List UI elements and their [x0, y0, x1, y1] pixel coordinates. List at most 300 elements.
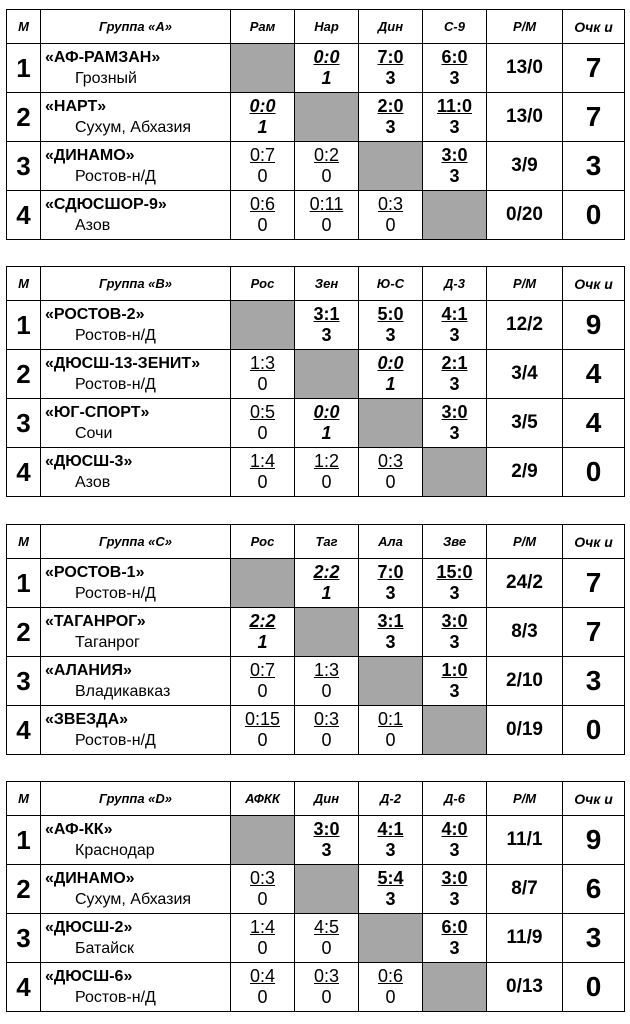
team-position: 2: [7, 350, 41, 399]
match-result-cell: [231, 93, 295, 142]
goals-ratio: 3/9: [487, 142, 563, 191]
opponent-column-header: Таг: [295, 525, 359, 559]
group-header-row: [7, 10, 625, 44]
match-result-cell: [359, 93, 423, 142]
match-points: 0: [321, 166, 332, 186]
team-cell: [41, 816, 231, 865]
match-points: 0: [385, 472, 396, 492]
match-result-cell: [359, 301, 423, 350]
points-header: Очк и: [563, 10, 625, 44]
match-score: 0:7: [249, 145, 276, 165]
team-city: Владикавказ: [75, 683, 171, 700]
match-result-cell: [295, 657, 359, 706]
team-cell: [41, 963, 231, 1012]
table-row: [7, 657, 625, 706]
match-points: 3: [449, 117, 460, 137]
match-score: 2:2: [249, 611, 276, 631]
match-points: 1: [321, 68, 332, 88]
team-points: 3: [563, 914, 625, 963]
match-points: 3: [385, 583, 396, 603]
match-score: 5:0: [377, 304, 404, 324]
match-points: 3: [385, 68, 396, 88]
self-match-cell: [359, 914, 423, 963]
team-name: «ЮГ-СПОРТ»: [45, 404, 150, 421]
team-points: 0: [563, 706, 625, 755]
match-result-cell: [423, 93, 487, 142]
team-city: Краснодар: [75, 842, 155, 859]
team-position: 1: [7, 44, 41, 93]
match-score: 1:4: [249, 451, 276, 471]
match-result-cell: [231, 963, 295, 1012]
match-result-cell: [359, 191, 423, 240]
team-cell: [41, 914, 231, 963]
match-points: 3: [449, 632, 460, 652]
match-points: 0: [257, 730, 268, 750]
team-cell: [41, 301, 231, 350]
match-points: 3: [321, 840, 332, 860]
match-result-cell: [231, 142, 295, 191]
match-score: 0:5: [249, 402, 276, 422]
opponent-column-header: Д-6: [423, 782, 487, 816]
table-row: [7, 816, 625, 865]
match-points: 0: [257, 374, 268, 394]
self-match-cell: [423, 706, 487, 755]
team-name: «ЗВЕЗДА»: [45, 711, 129, 728]
match-result-cell: [295, 301, 359, 350]
match-result-cell: [295, 448, 359, 497]
match-score: 3:1: [377, 611, 404, 631]
match-result-cell: [295, 399, 359, 448]
match-points: 0: [257, 423, 268, 443]
goals-header: Р/М: [487, 267, 563, 301]
match-points: 3: [449, 840, 460, 860]
opponent-column-header: Ала: [359, 525, 423, 559]
table-row: [7, 350, 625, 399]
team-position: 4: [7, 191, 41, 240]
match-result-cell: [295, 191, 359, 240]
self-match-cell: [359, 399, 423, 448]
position-header: М: [7, 10, 41, 44]
table-row: [7, 142, 625, 191]
match-result-cell: [359, 448, 423, 497]
group-title: Группа «А»: [41, 10, 231, 44]
table-row: [7, 865, 625, 914]
match-result-cell: [423, 301, 487, 350]
team-city: Таганрог: [75, 634, 140, 651]
match-result-cell: [295, 559, 359, 608]
team-points: 0: [563, 191, 625, 240]
team-name: «РОСТОВ-2»: [45, 306, 145, 323]
opponent-column-header: Зен: [295, 267, 359, 301]
team-cell: [41, 608, 231, 657]
match-score: 0:4: [249, 966, 276, 986]
match-points: 1: [257, 632, 268, 652]
team-cell: [41, 559, 231, 608]
group-header-row: [7, 782, 625, 816]
match-result-cell: [231, 657, 295, 706]
team-name: «ДЮСШ-6»: [45, 968, 133, 985]
group-table: [6, 266, 625, 497]
team-position: 3: [7, 399, 41, 448]
team-points: 7: [563, 44, 625, 93]
team-points: 4: [563, 350, 625, 399]
team-city: Сухум, Абхазия: [75, 119, 192, 136]
match-score: 1:4: [249, 917, 276, 937]
table-row: [7, 559, 625, 608]
team-points: 0: [563, 963, 625, 1012]
opponent-column-header: Нар: [295, 10, 359, 44]
points-header: Очк и: [563, 525, 625, 559]
match-score: 1:0: [441, 660, 468, 680]
table-row: [7, 301, 625, 350]
match-score: 0:11: [309, 194, 344, 214]
opponent-column-header: Дин: [359, 10, 423, 44]
match-score: 3:0: [441, 611, 468, 631]
match-result-cell: [359, 963, 423, 1012]
team-cell: [41, 350, 231, 399]
goals-ratio: 11/1: [487, 816, 563, 865]
match-result-cell: [295, 706, 359, 755]
team-points: 6: [563, 865, 625, 914]
match-result-cell: [231, 399, 295, 448]
goals-ratio: 13/0: [487, 93, 563, 142]
goals-ratio: 3/5: [487, 399, 563, 448]
match-score: 0:7: [249, 660, 276, 680]
opponent-column-header: Д-2: [359, 782, 423, 816]
table-row: [7, 399, 625, 448]
match-score: 3:0: [313, 819, 340, 839]
team-cell: [41, 191, 231, 240]
match-result-cell: [231, 350, 295, 399]
opponent-column-header: Рос: [231, 267, 295, 301]
match-points: 0: [321, 681, 332, 701]
goals-ratio: 11/9: [487, 914, 563, 963]
match-score: 0:3: [377, 194, 404, 214]
match-points: 3: [385, 117, 396, 137]
match-points: 0: [385, 730, 396, 750]
match-score: 5:4: [377, 868, 404, 888]
group-table: [6, 524, 625, 755]
match-score: 0:6: [249, 194, 276, 214]
opponent-column-header: Зве: [423, 525, 487, 559]
match-points: 1: [385, 374, 396, 394]
match-result-cell: [295, 44, 359, 93]
match-score: 0:3: [377, 451, 404, 471]
match-points: 3: [385, 632, 396, 652]
team-position: 3: [7, 914, 41, 963]
group-title: Группа «D»: [41, 782, 231, 816]
team-position: 2: [7, 865, 41, 914]
match-result-cell: [423, 816, 487, 865]
match-score: 2:0: [377, 96, 404, 116]
match-points: 3: [449, 166, 460, 186]
team-city: Ростов-н/Д: [75, 989, 156, 1006]
table-row: [7, 448, 625, 497]
team-city: Сочи: [75, 425, 113, 442]
match-score: 0:2: [313, 145, 340, 165]
match-points: 0: [321, 938, 332, 958]
team-name: «ДЮСШ-2»: [45, 919, 133, 936]
match-points: 0: [257, 987, 268, 1007]
team-cell: [41, 865, 231, 914]
group-table: [6, 9, 625, 240]
match-points: 3: [449, 938, 460, 958]
match-points: 3: [385, 840, 396, 860]
self-match-cell: [231, 816, 295, 865]
match-result-cell: [359, 350, 423, 399]
match-points: 0: [385, 987, 396, 1007]
team-city: Ростов-н/Д: [75, 585, 156, 602]
match-score: 0:6: [377, 966, 404, 986]
team-city: Ростов-н/Д: [75, 732, 156, 749]
match-points: 3: [449, 68, 460, 88]
team-position: 3: [7, 142, 41, 191]
match-result-cell: [231, 865, 295, 914]
position-header: М: [7, 525, 41, 559]
match-result-cell: [359, 608, 423, 657]
team-position: 3: [7, 657, 41, 706]
match-result-cell: [231, 191, 295, 240]
match-result-cell: [231, 608, 295, 657]
match-result-cell: [359, 816, 423, 865]
match-result-cell: [359, 44, 423, 93]
team-city: Сухум, Абхазия: [75, 891, 192, 908]
self-match-cell: [423, 963, 487, 1012]
match-points: 3: [449, 374, 460, 394]
match-score: 0:0: [377, 353, 404, 373]
match-score: 2:1: [441, 353, 468, 373]
match-points: 3: [449, 681, 460, 701]
team-cell: [41, 93, 231, 142]
group-table: [6, 781, 625, 1012]
match-points: 1: [257, 117, 268, 137]
match-score: 4:1: [441, 304, 468, 324]
match-points: 0: [321, 472, 332, 492]
table-row: [7, 963, 625, 1012]
match-result-cell: [359, 706, 423, 755]
match-result-cell: [423, 399, 487, 448]
team-name: «АФ-РАМЗАН»: [45, 49, 161, 66]
match-points: 0: [257, 938, 268, 958]
match-score: 1:3: [249, 353, 276, 373]
team-position: 1: [7, 559, 41, 608]
self-match-cell: [295, 608, 359, 657]
match-result-cell: [359, 865, 423, 914]
opponent-column-header: Д-3: [423, 267, 487, 301]
match-result-cell: [423, 350, 487, 399]
opponent-column-header: Ю-С: [359, 267, 423, 301]
self-match-cell: [295, 93, 359, 142]
opponent-column-header: АФКК: [231, 782, 295, 816]
match-points: 1: [321, 423, 332, 443]
match-score: 1:2: [313, 451, 340, 471]
team-position: 2: [7, 93, 41, 142]
match-result-cell: [295, 963, 359, 1012]
points-header: Очк и: [563, 782, 625, 816]
goals-ratio: 3/4: [487, 350, 563, 399]
match-result-cell: [231, 448, 295, 497]
match-score: 11:0: [436, 96, 473, 116]
match-points: 3: [385, 889, 396, 909]
match-result-cell: [423, 657, 487, 706]
match-score: 3:0: [441, 868, 468, 888]
match-score: 0:0: [249, 96, 276, 116]
opponent-column-header: Рос: [231, 525, 295, 559]
match-result-cell: [295, 914, 359, 963]
position-header: М: [7, 782, 41, 816]
opponent-column-header: Дин: [295, 782, 359, 816]
team-city: Азов: [75, 217, 111, 234]
goals-ratio: 0/19: [487, 706, 563, 755]
team-points: 9: [563, 301, 625, 350]
group-header-row: [7, 525, 625, 559]
team-position: 1: [7, 301, 41, 350]
self-match-cell: [295, 865, 359, 914]
match-points: 0: [321, 987, 332, 1007]
self-match-cell: [423, 448, 487, 497]
team-city: Батайск: [75, 940, 135, 957]
team-name: «АЛАНИЯ»: [45, 662, 132, 679]
goals-header: Р/М: [487, 10, 563, 44]
match-score: 15:0: [436, 562, 473, 582]
self-match-cell: [231, 301, 295, 350]
match-points: 0: [321, 215, 332, 235]
match-result-cell: [423, 44, 487, 93]
table-row: [7, 191, 625, 240]
match-points: 0: [257, 681, 268, 701]
team-cell: [41, 399, 231, 448]
team-cell: [41, 706, 231, 755]
goals-ratio: 24/2: [487, 559, 563, 608]
team-cell: [41, 657, 231, 706]
self-match-cell: [423, 191, 487, 240]
match-score: 4:0: [441, 819, 468, 839]
match-result-cell: [295, 816, 359, 865]
group-title: Группа «В»: [41, 267, 231, 301]
goals-header: Р/М: [487, 782, 563, 816]
match-result-cell: [231, 914, 295, 963]
team-points: 9: [563, 816, 625, 865]
match-score: 7:0: [377, 562, 404, 582]
goals-ratio: 8/3: [487, 608, 563, 657]
match-points: 3: [385, 325, 396, 345]
match-score: 0:1: [377, 709, 404, 729]
match-result-cell: [359, 559, 423, 608]
team-points: 0: [563, 448, 625, 497]
table-row: [7, 93, 625, 142]
team-name: «СДЮСШОР-9»: [45, 196, 167, 213]
team-name: «РОСТОВ-1»: [45, 564, 145, 581]
self-match-cell: [231, 559, 295, 608]
self-match-cell: [359, 142, 423, 191]
match-result-cell: [231, 706, 295, 755]
team-points: 7: [563, 93, 625, 142]
goals-ratio: 8/7: [487, 865, 563, 914]
team-points: 3: [563, 142, 625, 191]
team-points: 7: [563, 608, 625, 657]
goals-ratio: 0/13: [487, 963, 563, 1012]
goals-header: Р/М: [487, 525, 563, 559]
match-score: 0:15: [244, 709, 281, 729]
position-header: М: [7, 267, 41, 301]
match-points: 0: [257, 472, 268, 492]
table-row: [7, 44, 625, 93]
team-position: 4: [7, 706, 41, 755]
self-match-cell: [295, 350, 359, 399]
match-score: 0:0: [313, 47, 340, 67]
table-row: [7, 914, 625, 963]
match-result-cell: [423, 608, 487, 657]
team-points: 4: [563, 399, 625, 448]
group-title: Группа «С»: [41, 525, 231, 559]
match-points: 0: [385, 215, 396, 235]
match-score: 3:0: [441, 402, 468, 422]
table-row: [7, 608, 625, 657]
self-match-cell: [359, 657, 423, 706]
match-points: 0: [321, 730, 332, 750]
match-points: 0: [257, 166, 268, 186]
match-points: 0: [257, 215, 268, 235]
match-score: 6:0: [441, 917, 468, 937]
match-score: 1:3: [313, 660, 340, 680]
match-points: 3: [449, 583, 460, 603]
match-score: 3:0: [441, 145, 468, 165]
match-score: 0:3: [313, 709, 340, 729]
team-cell: [41, 448, 231, 497]
match-score: 2:2: [313, 562, 340, 582]
goals-ratio: 2/9: [487, 448, 563, 497]
goals-ratio: 12/2: [487, 301, 563, 350]
match-points: 3: [449, 423, 460, 443]
match-score: 3:1: [313, 304, 340, 324]
match-result-cell: [423, 865, 487, 914]
team-city: Грозный: [75, 70, 137, 87]
team-city: Азов: [75, 474, 111, 491]
team-city: Ростов-н/Д: [75, 168, 156, 185]
points-header: Очк и: [563, 267, 625, 301]
table-row: [7, 706, 625, 755]
match-score: 0:3: [313, 966, 340, 986]
match-score: 6:0: [441, 47, 468, 67]
team-name: «АФ-КК»: [45, 821, 113, 838]
match-points: 1: [321, 583, 332, 603]
match-score: 4:5: [313, 917, 340, 937]
team-points: 7: [563, 559, 625, 608]
match-score: 7:0: [377, 47, 404, 67]
team-position: 2: [7, 608, 41, 657]
self-match-cell: [231, 44, 295, 93]
team-name: «ТАГАНРОГ»: [45, 613, 146, 630]
goals-ratio: 2/10: [487, 657, 563, 706]
goals-ratio: 13/0: [487, 44, 563, 93]
match-score: 0:0: [313, 402, 340, 422]
team-city: Ростов-н/Д: [75, 327, 156, 344]
team-name: «ДИНАМО»: [45, 147, 135, 164]
team-cell: [41, 142, 231, 191]
goals-ratio: 0/20: [487, 191, 563, 240]
match-score: 4:1: [377, 819, 404, 839]
group-header-row: [7, 267, 625, 301]
team-points: 3: [563, 657, 625, 706]
team-cell: [41, 44, 231, 93]
team-city: Ростов-н/Д: [75, 376, 156, 393]
team-position: 4: [7, 448, 41, 497]
team-name: «ДЮСШ-13-ЗЕНИТ»: [45, 355, 201, 372]
match-result-cell: [295, 142, 359, 191]
match-result-cell: [423, 142, 487, 191]
team-position: 4: [7, 963, 41, 1012]
match-score: 0:3: [249, 868, 276, 888]
